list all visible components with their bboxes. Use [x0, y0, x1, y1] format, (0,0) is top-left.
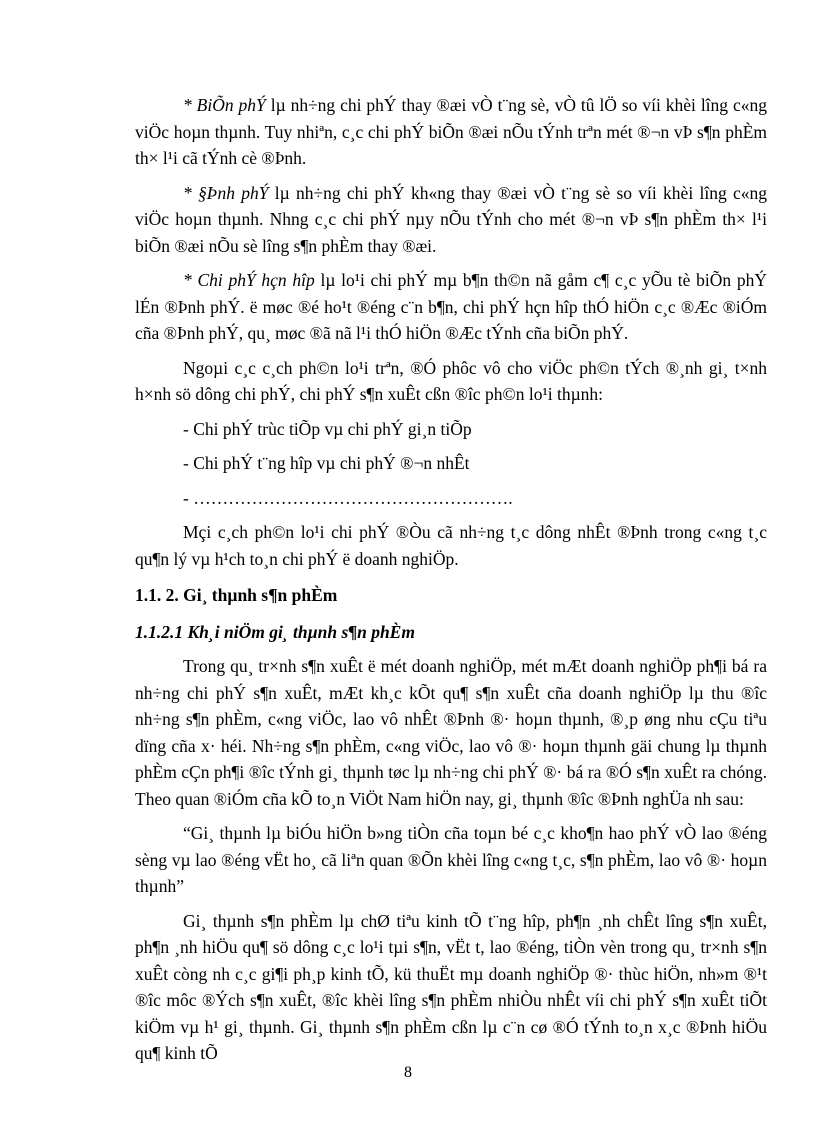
term-fixed-cost: * §Þnh phÝ [183, 182, 269, 203]
paragraph-concept: Trong qu¸ tr×nh s¶n xuÊt ë mét doanh nghiÖp, mét mÆt doanh nghiÖp ph¶i bá ra nh÷ng chi phÝ s¶n xuÊt, mÆt kh¸c kÕt qu¶ s¶n xuÊt cña doanh nghiÖp lµ thu ®îc nh÷ng s¶n phÈm, c«ng viÖc, lao vô nhÊt ®Þnh ®· hoµn thµnh, ®¸p øng nhu cÇu tiªu dïng cña x· héi. Nh÷ng s¶n phÈm, c«ng viÖc, lao vô ®· hoµn thµnh gäi chung lµ thµnh phÈm cÇn ph¶i ®îc tÝnh gi¸ thµnh tøc lµ nh÷ng chi phÝ ®· bá ra ®Ó s¶n xuÊt ra chóng. Theo quan ®iÓm cña kÕ to¸n ViÖt Nam hiÖn nay, gi¸ thµnh ®îc ®Þnh nghÜa nh sau: [135, 656, 767, 809]
term-variable-cost: * BiÕn phÝ [183, 95, 266, 115]
paragraph-each-classification: Mçi c¸ch ph©n lo¹i chi phÝ ®Òu cã nh÷ng t¸c dông nhÊt ®Þnh trong c«ng t¸c qu¶n lý vµ h¹ch to¸n chi phÝ ë doanh nghiÖp. [135, 522, 767, 569]
term-mixed-cost: * Chi phÝ hçn hîp [183, 270, 315, 290]
paragraph-text: lµ nh÷ng chi phÝ kh«ng thay ®æi vÒ t¨ng sè so víi khèi lîng c«ng viÖc hoµn thµnh. Nhng c¸c chi phÝ nµy nÕu tÝnh cho mét ®¬n vÞ s¶n phÈm th× l¹i biÕn ®æi nÕu sè lîng s¶n phÈm thay ®æi. [135, 182, 767, 256]
section-heading: 1.1. 2. Gi¸ thµnh s¶n phÈm [135, 585, 338, 605]
paragraph-indicator: Gi¸ thµnh s¶n phÈm lµ chØ tiªu kinh tÕ t¨ng hîp, ph¶n ¸nh chÊt lîng s¶n xuÊt, ph¶n ¸nh hiÖu qu¶ sö dông c¸c lo¹i tµi s¶n, vËt t, lao ®éng, tiÒn vèn trong qu¸ tr×nh s¶n xuÊt còng nh c¸c gi¶i ph¸p kinh tÕ, kü thuËt mµ doanh nghiÖp ®· thùc hiÖn, nh»m ®¹t ®îc môc ®Ých s¶n xuÊt, ®îc khèi lîng s¶n phÈm nhiÒu nhÊt víi chi phÝ s¶n xuÊt tiÕt kiÖm vµ h¹ gi¸ thµnh. Gi¸ thµnh s¶n phÈm cßn lµ c¨n cø ®Ó tÝnh to¸n x¸c ®Þnh hiÖu qu¶ kinh tÕ [135, 910, 767, 1063]
paragraph-text: lµ lo¹i chi phÝ mµ b¶n th©n nã gåm c¶ c¸c yÕu tè biÕn phÝ lÉn ®Þnh phÝ. ë møc ®é ho¹t ®éng c¨n b¶n, chi phÝ hçn hîp thÓ hiÖn c¸c ®Æc ®iÓm cña ®Þnh phÝ, qu¸ møc ®ã nã l¹i thÓ hiÖn ®Æc tÝnh cña biÕn phÝ. [135, 270, 767, 343]
paragraph-variable-cost [135, 92, 767, 172]
paragraph-fixed-cost [135, 180, 767, 260]
list-item: - ………………………………………………. [183, 487, 513, 508]
paragraph-definition-quote: “Gi¸ thµnh lµ biÓu hiÖn b»ng tiÒn cña toµn bé c¸c kho¶n hao phÝ vÒ lao ®éng sèng vµ lao ®éng vËt ho¸ cã liªn quan ®Õn khèi lîng c«ng t¸c, s¶n phÈm, lao vô ®· hoµn thµnh” [135, 823, 767, 896]
list-item: - Chi phÝ t¨ng hîp vµ chi phÝ ®¬n nhÊt [183, 453, 470, 473]
document-page [135, 92, 767, 1067]
list-item: - Chi phÝ trùc tiÕp vµ chi phÝ gi¸n tiÕp [183, 418, 472, 439]
paragraph-other-classifications: Ngoµi c¸c c¸ch ph©n lo¹i trªn, ®Ó phôc vô cho viÖc ph©n tÝch ®¸nh gi¸ t×nh h×nh sö dông chi phÝ, chi phÝ s¶n xuÊt cßn ®îc ph©n lo¹i thµnh: [135, 357, 767, 404]
paragraph-mixed-cost [135, 267, 767, 347]
subsection-heading: 1.1.2.1 Kh¸i niÖm gi¸ thµnh s¶n phÈm [135, 621, 415, 642]
paragraph-text: lµ nh÷ng chi phÝ thay ®æi vÒ t¨ng sè, vÒ tû lÖ so víi khèi lîng c«ng viÖc hoµn thµnh. Tuy nhiªn, c¸c chi phÝ biÕn ®æi nÕu tÝnh trªn mét ®¬n vÞ s¶n phÈm th× l¹i cã tÝnh cè ®Þnh. [135, 95, 767, 168]
page-number: 8 [404, 1064, 412, 1081]
